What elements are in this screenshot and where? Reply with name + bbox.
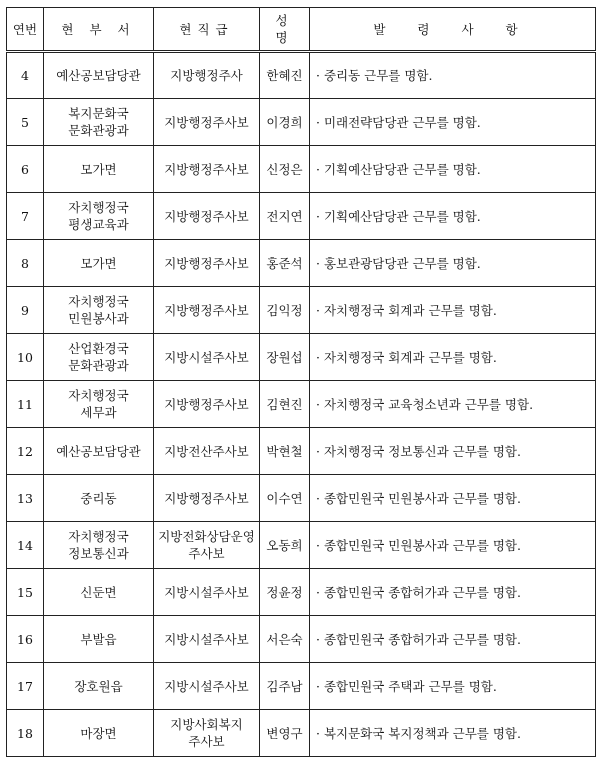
cell-no: 13 — [7, 475, 44, 522]
table-row — [7, 287, 596, 334]
cell-rank: 지방행정주사보 — [154, 381, 260, 428]
cell-rank: 지방행정주사보 — [154, 193, 260, 240]
cell-rank: 지방행정주사 — [154, 52, 260, 99]
table-row — [7, 475, 596, 522]
cell-dept: 모가면 — [44, 240, 154, 287]
cell-rank: 지방행정주사보 — [154, 240, 260, 287]
cell-no: 10 — [7, 334, 44, 381]
cell-order: · 종합민원국 민원봉사과 근무를 명함. — [310, 475, 596, 522]
cell-name: 한혜진 — [260, 52, 310, 99]
cell-order: · 종합민원국 종합허가과 근무를 명함. — [310, 569, 596, 616]
cell-no: 12 — [7, 428, 44, 475]
cell-rank: 지방행정주사보 — [154, 99, 260, 146]
cell-no: 16 — [7, 616, 44, 663]
cell-rank: 지방시설주사보 — [154, 616, 260, 663]
cell-no: 11 — [7, 381, 44, 428]
cell-rank: 지방행정주사보 — [154, 146, 260, 193]
cell-name: 김익정 — [260, 287, 310, 334]
cell-rank: 지방시설주사보 — [154, 334, 260, 381]
cell-rank: 지방전산주사보 — [154, 428, 260, 475]
cell-name: 홍준석 — [260, 240, 310, 287]
cell-order: · 종합민원국 종합허가과 근무를 명함. — [310, 616, 596, 663]
cell-name: 오동희 — [260, 522, 310, 569]
table-row — [7, 428, 596, 475]
table-row — [7, 381, 596, 428]
header-order: 발 령 사 항 — [310, 8, 596, 52]
cell-no: 15 — [7, 569, 44, 616]
cell-no: 6 — [7, 146, 44, 193]
table-row — [7, 99, 596, 146]
header-rank: 현직급 — [154, 8, 260, 52]
cell-rank: 지방행정주사보 — [154, 287, 260, 334]
header-name: 성 명 — [260, 8, 310, 52]
cell-no: 5 — [7, 99, 44, 146]
table-row — [7, 569, 596, 616]
cell-dept: 중리동 — [44, 475, 154, 522]
cell-order: · 기획예산담당관 근무를 명함. — [310, 146, 596, 193]
personnel-table — [6, 7, 596, 757]
cell-dept: 신둔면 — [44, 569, 154, 616]
cell-no: 17 — [7, 663, 44, 710]
cell-dept: 복지문화국 문화관광과 — [44, 99, 154, 146]
cell-dept: 장호원읍 — [44, 663, 154, 710]
cell-name: 이경희 — [260, 99, 310, 146]
cell-order: · 종합민원국 주택과 근무를 명함. — [310, 663, 596, 710]
cell-order: · 자치행정국 교육청소년과 근무를 명함. — [310, 381, 596, 428]
table-row — [7, 52, 596, 99]
cell-name: 서은숙 — [260, 616, 310, 663]
cell-dept: 산업환경국 문화관광과 — [44, 334, 154, 381]
cell-dept: 부발읍 — [44, 616, 154, 663]
cell-no: 8 — [7, 240, 44, 287]
cell-order: · 자치행정국 정보통신과 근무를 명함. — [310, 428, 596, 475]
cell-name: 김현진 — [260, 381, 310, 428]
cell-dept: 자치행정국 정보통신과 — [44, 522, 154, 569]
cell-dept: 예산공보담당관 — [44, 52, 154, 99]
table-row — [7, 146, 596, 193]
cell-name: 장원섭 — [260, 334, 310, 381]
cell-rank: 지방행정주사보 — [154, 475, 260, 522]
cell-rank: 지방전화상담운영 주사보 — [154, 522, 260, 569]
table-row — [7, 334, 596, 381]
table-row — [7, 616, 596, 663]
table-row — [7, 240, 596, 287]
header-dept: 현 부 서 — [44, 8, 154, 52]
table-row — [7, 663, 596, 710]
cell-rank: 지방사회복지 주사보 — [154, 710, 260, 757]
cell-order: · 중리동 근무를 명함. — [310, 52, 596, 99]
header-no: 연번 — [7, 8, 44, 52]
cell-order: · 기획예산담당관 근무를 명함. — [310, 193, 596, 240]
cell-name: 이수연 — [260, 475, 310, 522]
cell-dept: 모가면 — [44, 146, 154, 193]
table-row — [7, 710, 596, 757]
cell-no: 9 — [7, 287, 44, 334]
table-row — [7, 193, 596, 240]
personnel-table-container — [6, 7, 596, 757]
cell-order: · 복지문화국 복지정책과 근무를 명함. — [310, 710, 596, 757]
cell-order: · 홍보관광담당관 근무를 명함. — [310, 240, 596, 287]
cell-name: 정윤정 — [260, 569, 310, 616]
cell-no: 7 — [7, 193, 44, 240]
cell-dept: 자치행정국 민원봉사과 — [44, 287, 154, 334]
cell-no: 18 — [7, 710, 44, 757]
table-header-row — [7, 8, 596, 52]
cell-name: 김주남 — [260, 663, 310, 710]
cell-dept: 자치행정국 평생교육과 — [44, 193, 154, 240]
cell-order: · 자치행정국 회계과 근무를 명함. — [310, 287, 596, 334]
table-row — [7, 522, 596, 569]
cell-name: 변영구 — [260, 710, 310, 757]
cell-name: 박현철 — [260, 428, 310, 475]
cell-order: · 자치행정국 회계과 근무를 명함. — [310, 334, 596, 381]
cell-dept: 자치행정국 세무과 — [44, 381, 154, 428]
cell-no: 14 — [7, 522, 44, 569]
cell-name: 신정은 — [260, 146, 310, 193]
cell-no: 4 — [7, 52, 44, 99]
cell-rank: 지방시설주사보 — [154, 569, 260, 616]
cell-order: · 종합민원국 민원봉사과 근무를 명함. — [310, 522, 596, 569]
cell-rank: 지방시설주사보 — [154, 663, 260, 710]
cell-dept: 예산공보담당관 — [44, 428, 154, 475]
cell-dept: 마장면 — [44, 710, 154, 757]
cell-order: · 미래전략담당관 근무를 명함. — [310, 99, 596, 146]
cell-name: 전지연 — [260, 193, 310, 240]
